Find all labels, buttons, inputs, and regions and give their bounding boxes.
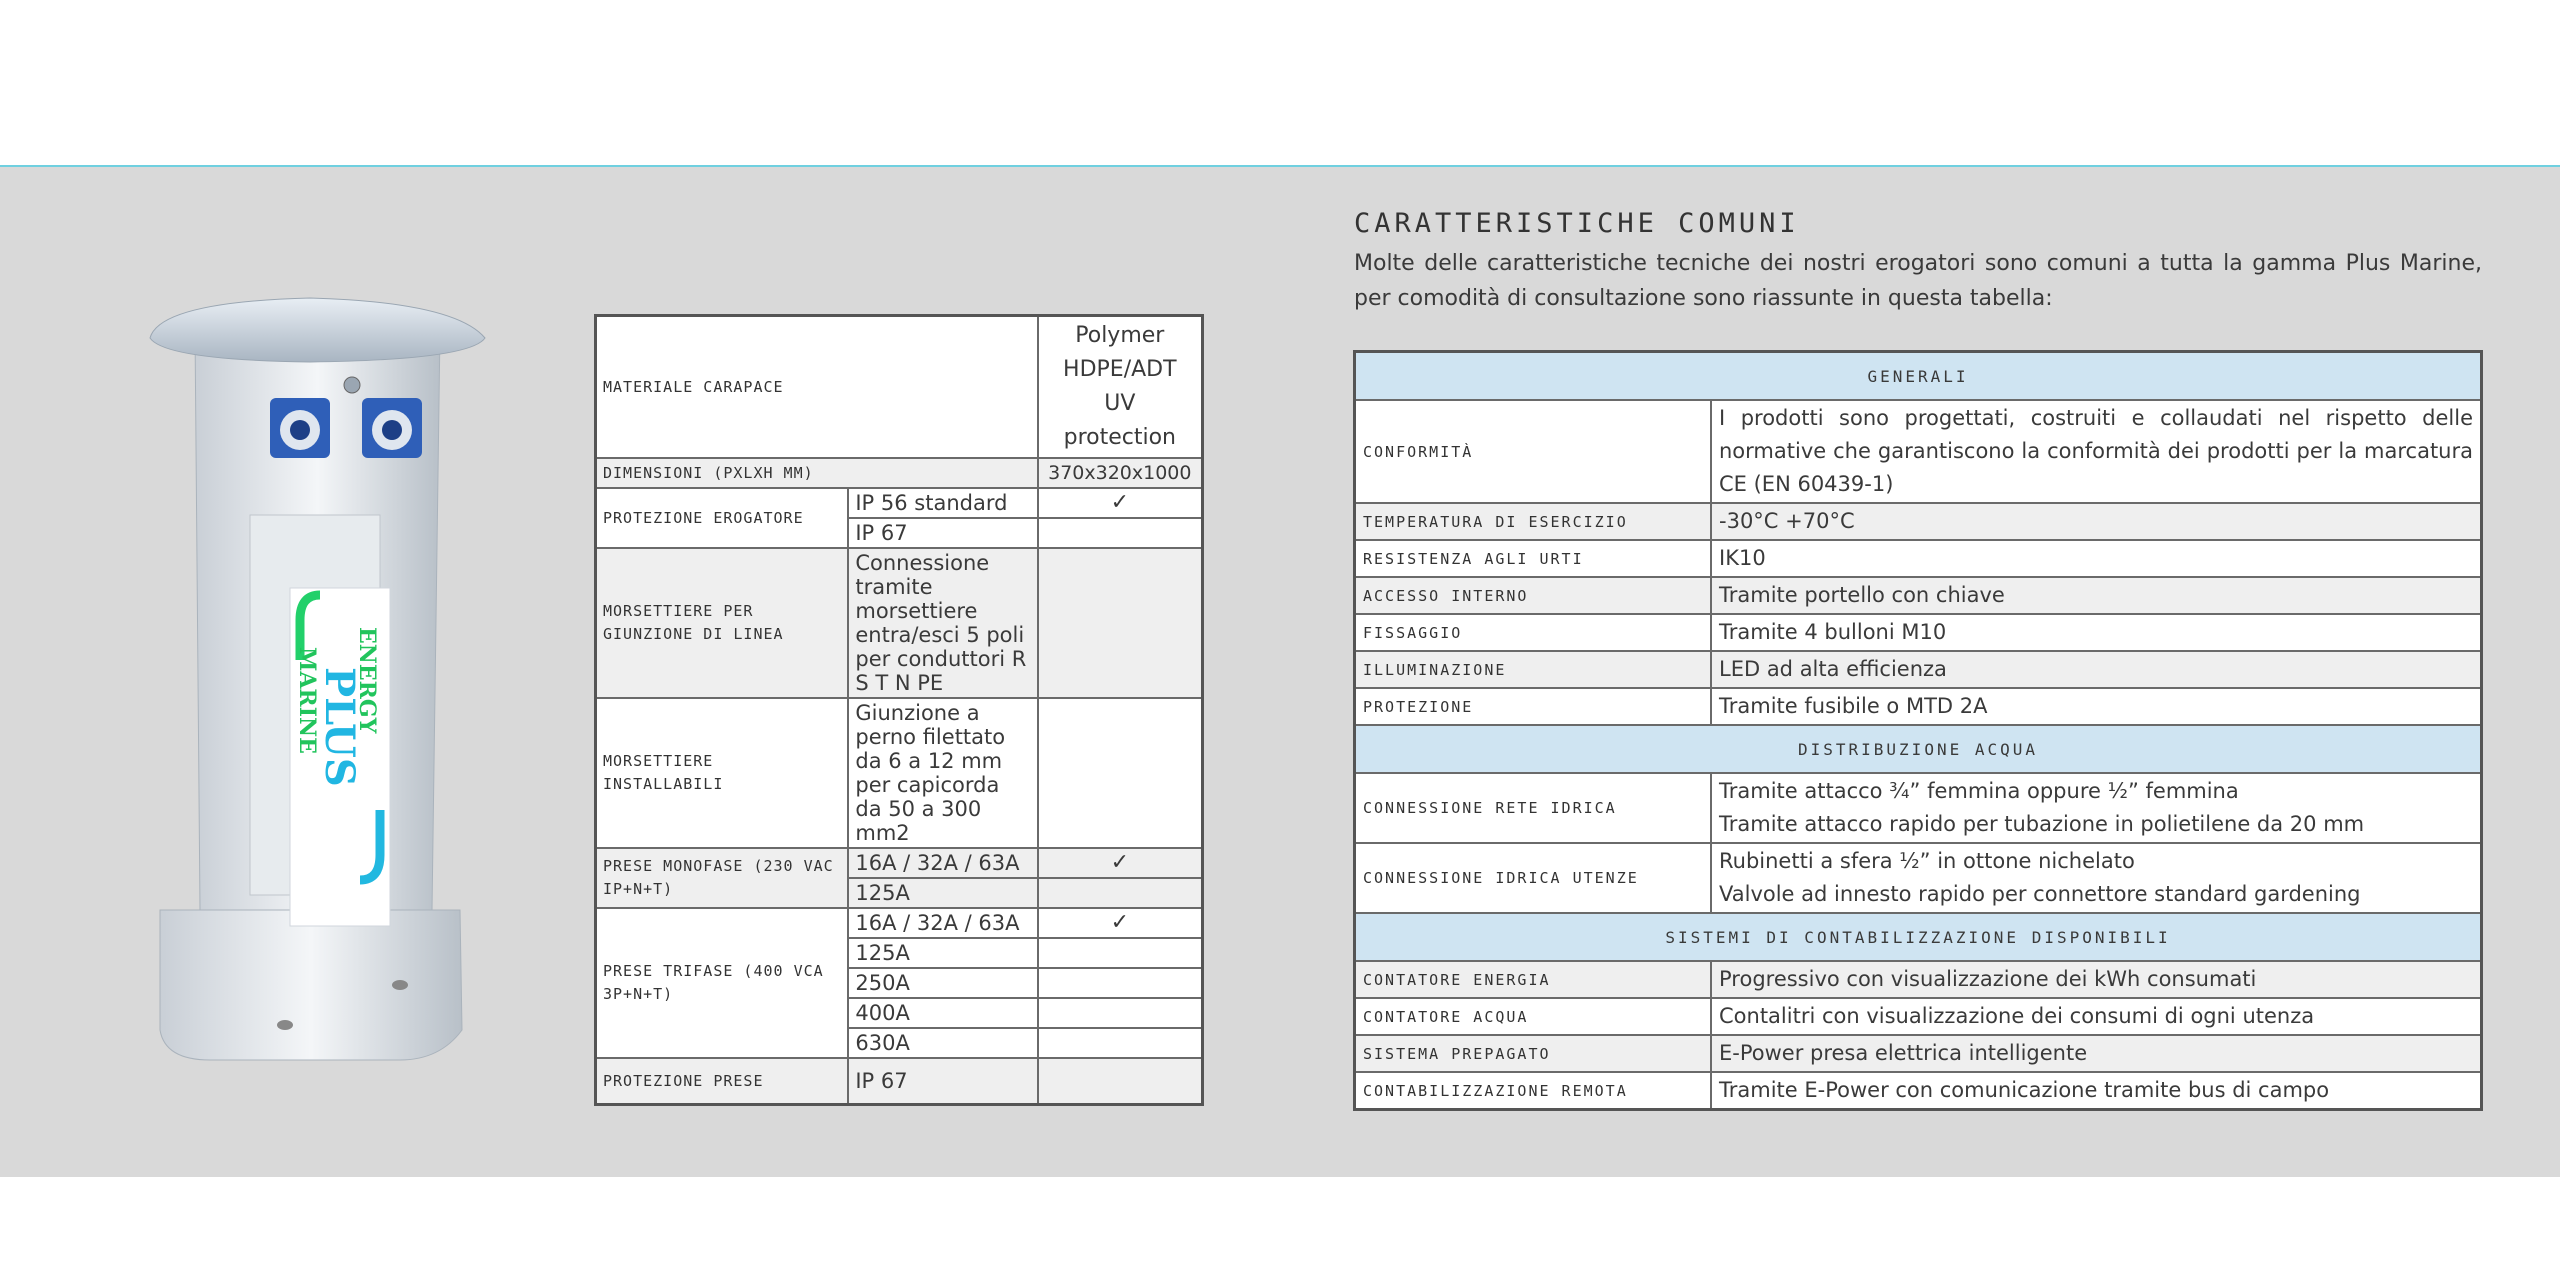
row-label: PROTEZIONE xyxy=(1355,688,1712,725)
check-cell xyxy=(1038,1028,1203,1058)
table-row xyxy=(596,548,1203,698)
table-row xyxy=(1355,688,2482,725)
row-label: CONTATORE ACQUA xyxy=(1355,998,1712,1035)
socket-icon xyxy=(362,398,422,458)
socket-icon xyxy=(270,398,330,458)
row-value: Tramite portello con chiave xyxy=(1711,577,2482,614)
spec-cell: 400A xyxy=(848,998,1037,1028)
check-icon: ✓ xyxy=(1038,848,1203,878)
section-heading: CARATTERISTICHE COMUNI xyxy=(1354,208,1800,239)
table-row xyxy=(1355,577,2482,614)
row-label: CONFORMITÀ xyxy=(1355,400,1712,503)
table-row xyxy=(596,488,1203,518)
table-row xyxy=(1355,614,2482,651)
spec-cell: 125A xyxy=(848,938,1037,968)
table-row xyxy=(1355,998,2482,1035)
value-line: Rubinetti a sfera ½” in ottone nichelato xyxy=(1719,849,2135,873)
table-row xyxy=(1355,503,2482,540)
row-label: ACCESSO INTERNO xyxy=(1355,577,1712,614)
spec-cell: Connessione tramite morsettiere entra/esci 5 poli per conduttori R S T N PE xyxy=(848,548,1037,698)
row-label: CONTABILIZZAZIONE REMOTA xyxy=(1355,1072,1712,1110)
row-value xyxy=(1711,843,2482,913)
row-value: IK10 xyxy=(1711,540,2482,577)
power-pedestal-image xyxy=(140,290,500,1090)
section-header-row xyxy=(1355,913,2482,961)
table-row xyxy=(1355,400,2482,503)
row-label: FISSAGGIO xyxy=(1355,614,1712,651)
table-row xyxy=(1355,1035,2482,1072)
table-row xyxy=(1355,540,2482,577)
table-row xyxy=(596,908,1203,938)
section-header-row xyxy=(1355,352,2482,401)
row-value: I prodotti sono progettati, costruiti e collaudati nel rispetto delle normative che garantiscono la conformità dei prodotti per la marcatura CE (EN 60439-1) xyxy=(1711,400,2482,503)
row-label: TEMPERATURA DI ESERCIZIO xyxy=(1355,503,1712,540)
row-value: Progressivo con visualizzazione dei kWh consumati xyxy=(1711,961,2482,998)
check-icon: ✓ xyxy=(1038,908,1203,938)
check-cell xyxy=(1038,1058,1203,1105)
spec-cell: 630A xyxy=(848,1028,1037,1058)
row-value: -30°C +70°C xyxy=(1711,503,2482,540)
row-label: ILLUMINAZIONE xyxy=(1355,651,1712,688)
check-cell xyxy=(1038,548,1203,698)
table-row xyxy=(596,1058,1203,1105)
row-label: SISTEMA PREPAGATO xyxy=(1355,1035,1712,1072)
row-value: E-Power presa elettrica intelligente xyxy=(1711,1035,2482,1072)
section-header-row xyxy=(1355,725,2482,773)
table-row xyxy=(1355,773,2482,843)
spec-cell: IP 67 xyxy=(848,1058,1037,1105)
check-cell xyxy=(1038,518,1203,548)
row-label: RESISTENZA AGLI URTI xyxy=(1355,540,1712,577)
value-line: Valvole ad innesto rapido per connettore standard gardening xyxy=(1719,882,2361,906)
row-value: Contalitri con visualizzazione dei consumi di ogni utenza xyxy=(1711,998,2482,1035)
row-value: Tramite E-Power con comunicazione tramite bus di campo xyxy=(1711,1072,2482,1110)
row-label: CONTATORE ENERGIA xyxy=(1355,961,1712,998)
row-label: MORSETTIERE PER GIUNZIONE DI LINEA xyxy=(596,548,849,698)
row-label: PRESE TRIFASE (400 VCA 3P+N+T) xyxy=(596,908,849,1058)
row-value: 370x320x1000 xyxy=(1038,458,1203,488)
section-title: DISTRIBUZIONE ACQUA xyxy=(1355,725,2482,773)
check-cell xyxy=(1038,878,1203,908)
row-label: CONNESSIONE RETE IDRICA xyxy=(1355,773,1712,843)
spec-cell: 125A xyxy=(848,878,1037,908)
table-row xyxy=(596,698,1203,848)
value-line: Tramite attacco rapido per tubazione in polietilene da 20 mm xyxy=(1719,812,2365,836)
svg-text:ENERGY: ENERGY xyxy=(354,627,380,734)
row-label: MATERIALE CARAPACE xyxy=(596,316,1038,459)
svg-text:PLUS: PLUS xyxy=(316,667,363,787)
spec-cell: 16A / 32A / 63A xyxy=(848,848,1037,878)
row-label: DIMENSIONI (PXLXH MM) xyxy=(596,458,1038,488)
spec-cell: IP 56 standard xyxy=(848,488,1037,518)
section-title: SISTEMI DI CONTABILIZZAZIONE DISPONIBILI xyxy=(1355,913,2482,961)
check-cell xyxy=(1038,938,1203,968)
row-value: Polymer HDPE/ADT UV protection xyxy=(1038,316,1203,459)
section-title: GENERALI xyxy=(1355,352,2482,401)
product-spec-table xyxy=(594,314,1204,1106)
row-value: Tramite 4 bulloni M10 xyxy=(1711,614,2482,651)
spec-cell: IP 67 xyxy=(848,518,1037,548)
intro-paragraph: Molte delle caratteristiche tecniche dei nostri erogatori sono comuni a tutta la gamma Plus Marine, per comodità di consultazione sono riassunte in questa tabella: xyxy=(1354,251,2482,311)
table-row xyxy=(1355,1072,2482,1110)
row-label: PROTEZIONE EROGATORE xyxy=(596,488,849,548)
row-value: LED ad alta efficienza xyxy=(1711,651,2482,688)
svg-text:MARINE: MARINE xyxy=(294,647,320,754)
common-features-table xyxy=(1353,350,2483,1111)
spec-cell: 250A xyxy=(848,968,1037,998)
check-icon: ✓ xyxy=(1038,488,1203,518)
table-row xyxy=(596,458,1203,488)
table-row xyxy=(1355,651,2482,688)
table-row xyxy=(596,848,1203,878)
row-label: PROTEZIONE PRESE xyxy=(596,1058,849,1105)
spec-cell: Giunzione a perno filettato da 6 a 12 mm per capicorda da 50 a 300 mm2 xyxy=(848,698,1037,848)
value-line: Tramite attacco ¾” femmina oppure ½” femmina xyxy=(1719,779,2239,803)
row-label: MORSETTIERE INSTALLABILI xyxy=(596,698,849,848)
table-row xyxy=(596,316,1203,459)
spec-cell: 16A / 32A / 63A xyxy=(848,908,1037,938)
row-label: PRESE MONOFASE (230 VAC IP+N+T) xyxy=(596,848,849,908)
table-row xyxy=(1355,961,2482,998)
check-cell xyxy=(1038,698,1203,848)
table-row xyxy=(1355,843,2482,913)
row-label: CONNESSIONE IDRICA UTENZE xyxy=(1355,843,1712,913)
check-cell xyxy=(1038,998,1203,1028)
row-value xyxy=(1711,773,2482,843)
check-cell xyxy=(1038,968,1203,998)
row-value: Tramite fusibile o MTD 2A xyxy=(1711,688,2482,725)
